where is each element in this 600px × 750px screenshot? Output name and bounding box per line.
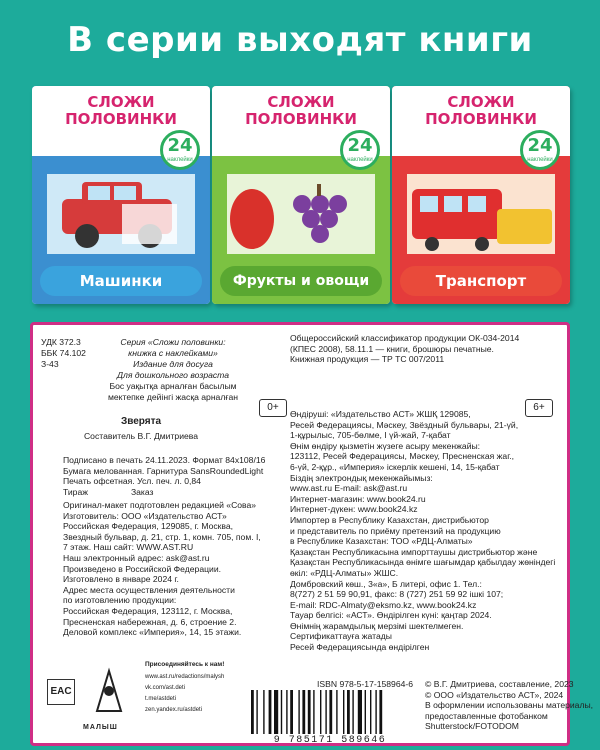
kazakh-edition-1: Бос уақытқа арналған басылым <box>109 381 237 391</box>
book-cover-transport <box>392 86 570 304</box>
book-cover-fruits <box>212 86 390 304</box>
age-rating-left: 0+ <box>259 399 287 417</box>
classifier-text: Общероссийский классификатор продукции ОК-034-2014 (КПЕС 2008), 58.11.1 — книги, брошюры печатные. Книжная продукция — ТР ТС 007/2011 <box>290 333 520 365</box>
book-title-banner: Транспорт <box>400 266 562 296</box>
barcode <box>245 690 415 734</box>
car-illustration <box>42 164 200 264</box>
publisher-name: МАЛЫШ <box>83 724 118 731</box>
social-links: www.ast.ru/redactions/malysh vk.com/ast.deti t.me/astdeti zen.yandex.ru/astdeti <box>145 674 225 713</box>
tram-illustration <box>402 164 560 264</box>
book-title: Зверята <box>120 416 162 427</box>
kazakh-info: Өндіруші: «Издательство АСТ» ЖШҚ 129085, Ресей Федерациясы, Мәскеу, Звёздный бульвары, 21-үй, 1-құрылыс, 705-бөлме, I үй-жай, 7-қабат Өнім өндіру қызметін жүзеге асыру мекенжайы: 123112, Ресей Федерациясы, Мәскеу, Пресненская жаг., 6-үй, 2-құр., «Империя» іскерлік кешені, 14, 15-қабат Біздің электрондық мекенжайымыз: www.ast.ru E-mail: ask@ast.ru Интернет-магазин: www.book24.ru Интернет-дүкен: www.book24.kz Импортер в Республику Казахстан, дистрибьютор и представитель по приёму претензий на продукцию в Республике Казахстан: ТОО «РДЦ-Алматы» Қазақстан Республикасына импорттаушы дистрибьютор және Қазақстан Республикасында өнімге шағымдар қабылдау жөніндегі өкіл: «РДЦ-Алматы» ЖШС. Домбровский көш., 3«а», Б литері, офис 1. Тел.: 8(727) 2 51 59 90,91, факс: 8 (727) 251 59 92 ішкі 107; E-mail: RDC-Almaty@eksmo.kz, www.book24.kz Тауар белгісі: «АСТ». Өндірілген күні: қаңтар 2024. Өнімнің жарамдылық мерзімі шектелмеген. Сертификаттауға жатады Ресей Федерациясында өндірілген <box>290 409 556 653</box>
imprint-panel <box>30 322 594 746</box>
udk-code: УДК 372.3 <box>41 337 81 347</box>
page-headline: В серии выходят книги <box>67 20 533 60</box>
author-code: З-43 <box>41 359 59 369</box>
book-title-banner: Машинки <box>40 266 202 296</box>
age-rating-right: 6+ <box>525 399 553 417</box>
series-line-1: Серия «Сложи половинки: <box>120 337 226 347</box>
book-title-banner: Фрукты и овощи <box>220 266 382 296</box>
isbn: ISBN 978-5-17-158964-6 <box>317 679 414 689</box>
series-line-2: книжка с наклейками» <box>128 348 218 358</box>
eac-mark: EAC <box>47 679 75 705</box>
bbk-code: ББК 74.102 <box>41 348 86 358</box>
manufacturer-details: Оригинал-макет подготовлен редакцией «Сова» Изготовитель: ООО «Издательство АСТ» Российская Федерация, 129085, г. Москва, Звездный бульвар, д. 21, стр. 1, комн. 705, пом. I, 7 этаж. Наш сайт: WWW.AST.RU Наш электронный адрес: ask@ast.ru Произведено в Российской Федерации. Изготовлено в январе 2024 г. Адрес места осуществления деятельности по изготовлению продукции: Российская Федерация, 123112, г. Москва, Пресненская набережная, д. 6, строение 2. Деловой комплекс «Империя», 14, 15 этажи. <box>63 500 261 638</box>
compiler: Составитель В.Г. Дмитриева <box>83 431 199 441</box>
print-details: Подписано в печать 24.11.2023. Формат 84x108/16 Бумага мелованная. Гарнитура SansRoundedLight Печать офсетная. Усл. печ. л. 0,84 Тираж Заказ <box>63 455 266 497</box>
book-cover-mashinki <box>32 86 210 304</box>
barcode-number: 9 785171 589646 <box>273 735 387 746</box>
sticker-count-badge: 24 наклейки <box>520 130 560 170</box>
publisher-logo-icon <box>89 661 129 721</box>
book-series-title: СЛОЖИ ПОЛОВИНКИ <box>425 93 537 128</box>
kazakh-edition-2: мектепке дейінгі жасқа арналған <box>107 392 239 402</box>
social-title: Присоединяйтесь к нам! <box>145 661 225 668</box>
sticker-count-badge: 24 наклейки <box>340 130 380 170</box>
edition-type: Издание для досуга <box>133 359 213 369</box>
sticker-count-badge: 24 наклейки <box>160 130 200 170</box>
copyright: © В.Г. Дмитриева, составление, 2023 © ООО «Издательство АСТ», 2024 В оформлении использованы материалы, предоставленные фотобанком Shutterstock/FOTODOM <box>425 679 594 732</box>
age-group: Для дошкольного возраста <box>116 370 230 380</box>
book-series-title: СЛОЖИ ПОЛОВИНКИ <box>245 93 357 128</box>
grapes-illustration <box>222 164 380 264</box>
book-series-title: СЛОЖИ ПОЛОВИНКИ <box>65 93 177 128</box>
